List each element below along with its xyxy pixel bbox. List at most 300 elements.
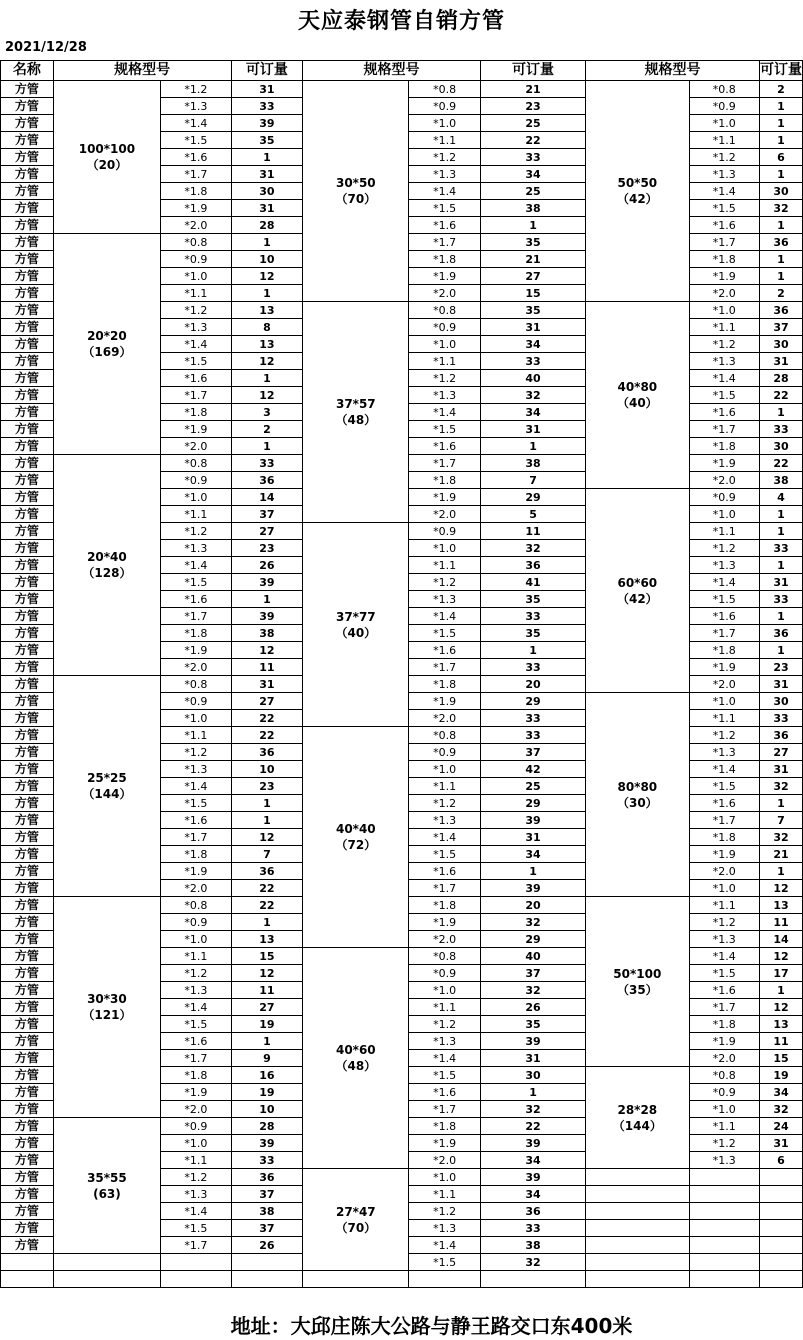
thickness: *1.5 [409,200,480,217]
size-label: 40*40 [335,822,376,836]
thickness: *1.5 [409,846,480,863]
quantity: 23 [231,778,303,795]
thickness: *2.0 [689,285,760,302]
thickness: *0.8 [161,676,231,693]
header-spec-1: 规格型号 [53,61,231,81]
item-name: 方管 [1,234,54,251]
thickness: *1.0 [409,115,480,132]
thickness: *1.6 [409,642,480,659]
size-label: 60*60 [617,575,658,590]
table-row [1,1271,803,1288]
thickness: *1.7 [161,166,231,183]
quantity: 41 [480,574,585,591]
size-group [303,727,409,948]
quantity: 31 [480,319,585,336]
item-name: 方管 [1,1203,54,1220]
thickness: *2.0 [409,285,480,302]
thickness: *1.6 [161,591,231,608]
thickness: *1.1 [161,506,231,523]
quantity: 35 [480,625,585,642]
item-name: 方管 [1,948,54,965]
thickness: *1.2 [689,336,760,353]
thickness: *2.0 [409,710,480,727]
quantity: 1 [231,285,303,302]
quantity: 33 [760,421,803,438]
quantity: 30 [760,336,803,353]
quantity: 9 [231,1050,303,1067]
quantity: 1 [760,506,803,523]
item-name: 方管 [1,489,54,506]
item-name: 方管 [1,1033,54,1050]
thickness: *1.8 [689,642,760,659]
quantity: 36 [760,302,803,319]
quantity: 32 [760,200,803,217]
quantity: 37 [480,744,585,761]
quantity: 15 [760,1050,803,1067]
quantity: 2 [760,285,803,302]
item-name: 方管 [1,81,54,98]
quantity: 1 [760,608,803,625]
thickness: *1.4 [161,336,231,353]
size-label: 20*20 [87,329,127,343]
thickness: *1.9 [409,693,480,710]
thickness: *1.3 [409,166,480,183]
item-name: 方管 [1,1084,54,1101]
quantity: 37 [760,319,803,336]
quantity: 11 [231,659,303,676]
thickness: *2.0 [689,472,760,489]
thickness: *1.8 [161,1067,231,1084]
thickness: *2.0 [409,506,480,523]
thickness: *1.9 [161,863,231,880]
thickness: *1.6 [161,149,231,166]
thickness: *1.2 [409,370,480,387]
quantity: 31 [760,574,803,591]
item-name: 方管 [1,251,54,268]
item-name: 方管 [1,897,54,914]
quantity: 10 [231,761,303,778]
quantity: 31 [480,1050,585,1067]
size-group [586,302,689,489]
thickness: *1.3 [689,931,760,948]
item-name: 方管 [1,812,54,829]
quantity: 36 [760,234,803,251]
size-total: (63) [93,1186,121,1201]
quantity: 34 [480,166,585,183]
quantity: 19 [231,1016,303,1033]
quantity: 35 [480,234,585,251]
thickness: *1.0 [689,693,760,710]
item-name: 方管 [1,931,54,948]
item-name: 方管 [1,829,54,846]
quantity: 1 [480,642,585,659]
thickness: *1.9 [161,200,231,217]
thickness: *1.6 [161,812,231,829]
thickness: *1.5 [689,200,760,217]
empty-cell [586,1169,689,1186]
quantity: 30 [760,438,803,455]
empty-cell [586,1271,689,1288]
thickness: *1.2 [689,1135,760,1152]
thickness: *1.6 [409,217,480,234]
quantity: 21 [480,81,585,98]
quantity: 34 [480,846,585,863]
item-name: 方管 [1,523,54,540]
empty-cell [586,1203,689,1220]
item-name: 方管 [1,965,54,982]
thickness: *1.3 [161,540,231,557]
thickness: *1.4 [409,829,480,846]
thickness: *1.0 [409,336,480,353]
item-name: 方管 [1,1118,54,1135]
thickness: *1.4 [161,778,231,795]
quantity: 31 [231,81,303,98]
header-row [1,61,803,81]
header-name: 名称 [1,61,54,81]
quantity: 33 [480,710,585,727]
quantity: 1 [760,132,803,149]
quantity: 1 [231,914,303,931]
quantity: 39 [480,880,585,897]
item-name: 方管 [1,642,54,659]
thickness: *1.8 [689,438,760,455]
thickness: *1.7 [409,455,480,472]
size-total: （20） [86,158,128,172]
quantity: 19 [231,1084,303,1101]
thickness: *1.3 [161,761,231,778]
quantity: 36 [231,472,303,489]
quantity: 27 [760,744,803,761]
quantity: 21 [480,251,585,268]
quantity: 38 [480,1237,585,1254]
thickness: *1.4 [409,1050,480,1067]
stock-table [0,60,803,1288]
thickness: *1.7 [409,234,480,251]
empty-cell [1,1254,54,1271]
thickness: *1.0 [161,489,231,506]
thickness: *1.4 [409,608,480,625]
thickness: *0.9 [409,744,480,761]
thickness: *0.9 [161,914,231,931]
thickness: *1.2 [689,540,760,557]
size-total: （35） [616,982,658,997]
quantity: 1 [480,438,585,455]
item-name: 方管 [1,438,54,455]
size-total: （48） [335,413,377,427]
quantity: 5 [480,506,585,523]
quantity: 33 [480,608,585,625]
quantity: 27 [480,268,585,285]
size-label: 28*28 [617,1102,658,1117]
quantity: 14 [760,931,803,948]
quantity: 10 [231,1101,303,1118]
thickness: *1.0 [409,1169,480,1186]
thickness: *1.4 [161,115,231,132]
quantity: 1 [231,234,303,251]
thickness: *1.0 [689,115,760,132]
thickness: *1.8 [689,1016,760,1033]
thickness: *1.2 [161,523,231,540]
size-label: 25*25 [87,771,127,785]
quantity: 33 [480,1220,585,1237]
thickness: *1.8 [409,676,480,693]
thickness: *1.1 [409,778,480,795]
item-name: 方管 [1,778,54,795]
quantity: 32 [480,540,585,557]
quantity: 14 [231,489,303,506]
quantity: 36 [231,1169,303,1186]
quantity: 32 [760,829,803,846]
quantity: 32 [480,1101,585,1118]
item-name: 方管 [1,217,54,234]
quantity: 13 [231,336,303,353]
quantity: 17 [760,965,803,982]
thickness: *1.7 [689,421,760,438]
size-total: （70） [335,1220,377,1235]
thickness: *1.1 [689,710,760,727]
thickness: *1.9 [409,1135,480,1152]
thickness: *0.8 [161,234,231,251]
thickness: *1.5 [161,574,231,591]
item-name: 方管 [1,727,54,744]
thickness: *1.6 [409,863,480,880]
quantity: 37 [231,1220,303,1237]
quantity: 15 [480,285,585,302]
size-label: 35*55 [87,1170,127,1185]
quantity: 1 [760,557,803,574]
quantity: 1 [760,863,803,880]
thickness: *1.2 [689,149,760,166]
quantity: 28 [231,217,303,234]
quantity: 39 [231,608,303,625]
item-name: 方管 [1,115,54,132]
thickness: *1.3 [689,744,760,761]
empty-cell [303,1271,409,1288]
thickness: *1.0 [161,931,231,948]
size-total: （42） [616,192,658,206]
thickness: *1.0 [409,761,480,778]
empty-cell [760,1237,803,1254]
size-total: （42） [616,591,658,606]
quantity: 7 [231,846,303,863]
quantity: 31 [760,353,803,370]
quantity: 12 [231,965,303,982]
quantity: 12 [231,829,303,846]
item-name: 方管 [1,166,54,183]
size-group [586,693,689,897]
thickness: *1.6 [689,608,760,625]
quantity: 3 [231,404,303,421]
size-label: 30*50 [335,176,376,190]
thickness: *1.5 [409,625,480,642]
quantity: 13 [231,302,303,319]
quantity: 33 [760,591,803,608]
thickness: *1.4 [409,1237,480,1254]
quantity: 13 [760,897,803,914]
quantity: 22 [480,1118,585,1135]
table-row [1,81,803,98]
quantity: 33 [760,540,803,557]
item-name: 方管 [1,1220,54,1237]
thickness: *0.9 [409,98,480,115]
thickness: *1.0 [409,982,480,999]
thickness: *1.1 [689,132,760,149]
quantity: 27 [231,999,303,1016]
thickness: *1.7 [689,234,760,251]
size-label: 37*57 [335,397,376,411]
quantity: 1 [231,812,303,829]
item-name: 方管 [1,1152,54,1169]
size-total: （72） [335,838,377,852]
size-label: 80*80 [617,779,658,794]
item-name: 方管 [1,710,54,727]
quantity: 31 [231,676,303,693]
quantity: 2 [231,421,303,438]
thickness: *1.0 [689,302,760,319]
thickness: *1.7 [161,608,231,625]
quantity: 29 [480,795,585,812]
size-group [53,81,160,234]
size-group [586,489,689,693]
thickness: *0.8 [409,302,480,319]
quantity: 35 [231,132,303,149]
item-name: 方管 [1,1067,54,1084]
thickness: *1.3 [409,591,480,608]
item-name: 方管 [1,98,54,115]
empty-cell [689,1237,760,1254]
thickness: *2.0 [409,1152,480,1169]
quantity: 12 [231,387,303,404]
size-total: （128） [82,566,132,580]
thickness: *1.7 [689,999,760,1016]
quantity: 37 [480,965,585,982]
empty-cell [161,1254,231,1271]
thickness: *1.2 [161,744,231,761]
thickness: *1.0 [689,1101,760,1118]
address-footer: 地址：大邱庄陈大公路与静王路交口东400米 [230,1314,633,1338]
size-label: 50*100 [613,966,662,981]
thickness: *1.9 [409,914,480,931]
size-label: 100*100 [78,142,136,156]
sheet-date: 2021/12/28 [5,40,87,55]
item-name: 方管 [1,149,54,166]
size-group [53,455,160,676]
thickness: *1.9 [161,421,231,438]
thickness: *1.6 [689,982,760,999]
empty-cell [586,1237,689,1254]
quantity: 1 [231,438,303,455]
quantity: 31 [760,761,803,778]
thickness: *1.4 [409,183,480,200]
quantity: 1 [760,795,803,812]
quantity: 24 [760,1118,803,1135]
size-label: 20*40 [87,550,127,564]
size-total: （48） [335,1059,377,1073]
thickness: *1.4 [689,183,760,200]
quantity: 20 [480,897,585,914]
item-name: 方管 [1,1186,54,1203]
quantity: 23 [760,659,803,676]
size-group [53,676,160,897]
quantity: 12 [231,268,303,285]
quantity: 1 [760,217,803,234]
quantity: 38 [231,1203,303,1220]
quantity: 39 [480,1033,585,1050]
quantity: 26 [231,557,303,574]
thickness: *0.8 [161,897,231,914]
empty-cell [586,1220,689,1237]
quantity: 1 [760,268,803,285]
thickness: *2.0 [161,880,231,897]
item-name: 方管 [1,506,54,523]
item-name: 方管 [1,387,54,404]
item-name: 方管 [1,302,54,319]
thickness: *0.8 [689,1067,760,1084]
thickness: *1.8 [409,1118,480,1135]
empty-cell [231,1254,303,1271]
item-name: 方管 [1,1169,54,1186]
thickness: *1.5 [409,1254,480,1271]
quantity: 31 [480,421,585,438]
item-name: 方管 [1,676,54,693]
thickness: *1.6 [689,217,760,234]
thickness: *1.5 [161,1016,231,1033]
quantity: 39 [231,1135,303,1152]
quantity: 29 [480,693,585,710]
thickness: *1.8 [161,846,231,863]
thickness: *0.9 [409,965,480,982]
thickness: *1.8 [689,251,760,268]
thickness: *1.1 [689,1118,760,1135]
quantity: 39 [480,812,585,829]
thickness: *0.8 [409,81,480,98]
quantity: 8 [231,319,303,336]
header-qty-3: 可订量 [760,61,803,81]
quantity: 32 [480,914,585,931]
quantity: 22 [231,897,303,914]
quantity: 33 [760,710,803,727]
item-name: 方管 [1,370,54,387]
quantity: 1 [480,863,585,880]
item-name: 方管 [1,914,54,931]
quantity: 31 [480,829,585,846]
empty-cell [689,1169,760,1186]
quantity: 33 [231,455,303,472]
item-name: 方管 [1,761,54,778]
thickness: *1.0 [689,880,760,897]
quantity: 31 [760,1135,803,1152]
quantity: 20 [480,676,585,693]
size-total: （144） [612,1118,662,1133]
thickness: *1.9 [689,846,760,863]
quantity: 30 [760,183,803,200]
item-name: 方管 [1,336,54,353]
quantity: 39 [231,115,303,132]
size-total: （40） [616,396,658,410]
thickness: *1.8 [689,829,760,846]
item-name: 方管 [1,1237,54,1254]
thickness: *2.0 [161,1101,231,1118]
thickness: *0.8 [409,727,480,744]
thickness: *2.0 [689,1050,760,1067]
quantity: 35 [480,1016,585,1033]
item-name: 方管 [1,574,54,591]
quantity: 34 [480,404,585,421]
quantity: 35 [480,302,585,319]
thickness: *0.9 [409,319,480,336]
empty-cell [760,1169,803,1186]
size-group [303,948,409,1169]
